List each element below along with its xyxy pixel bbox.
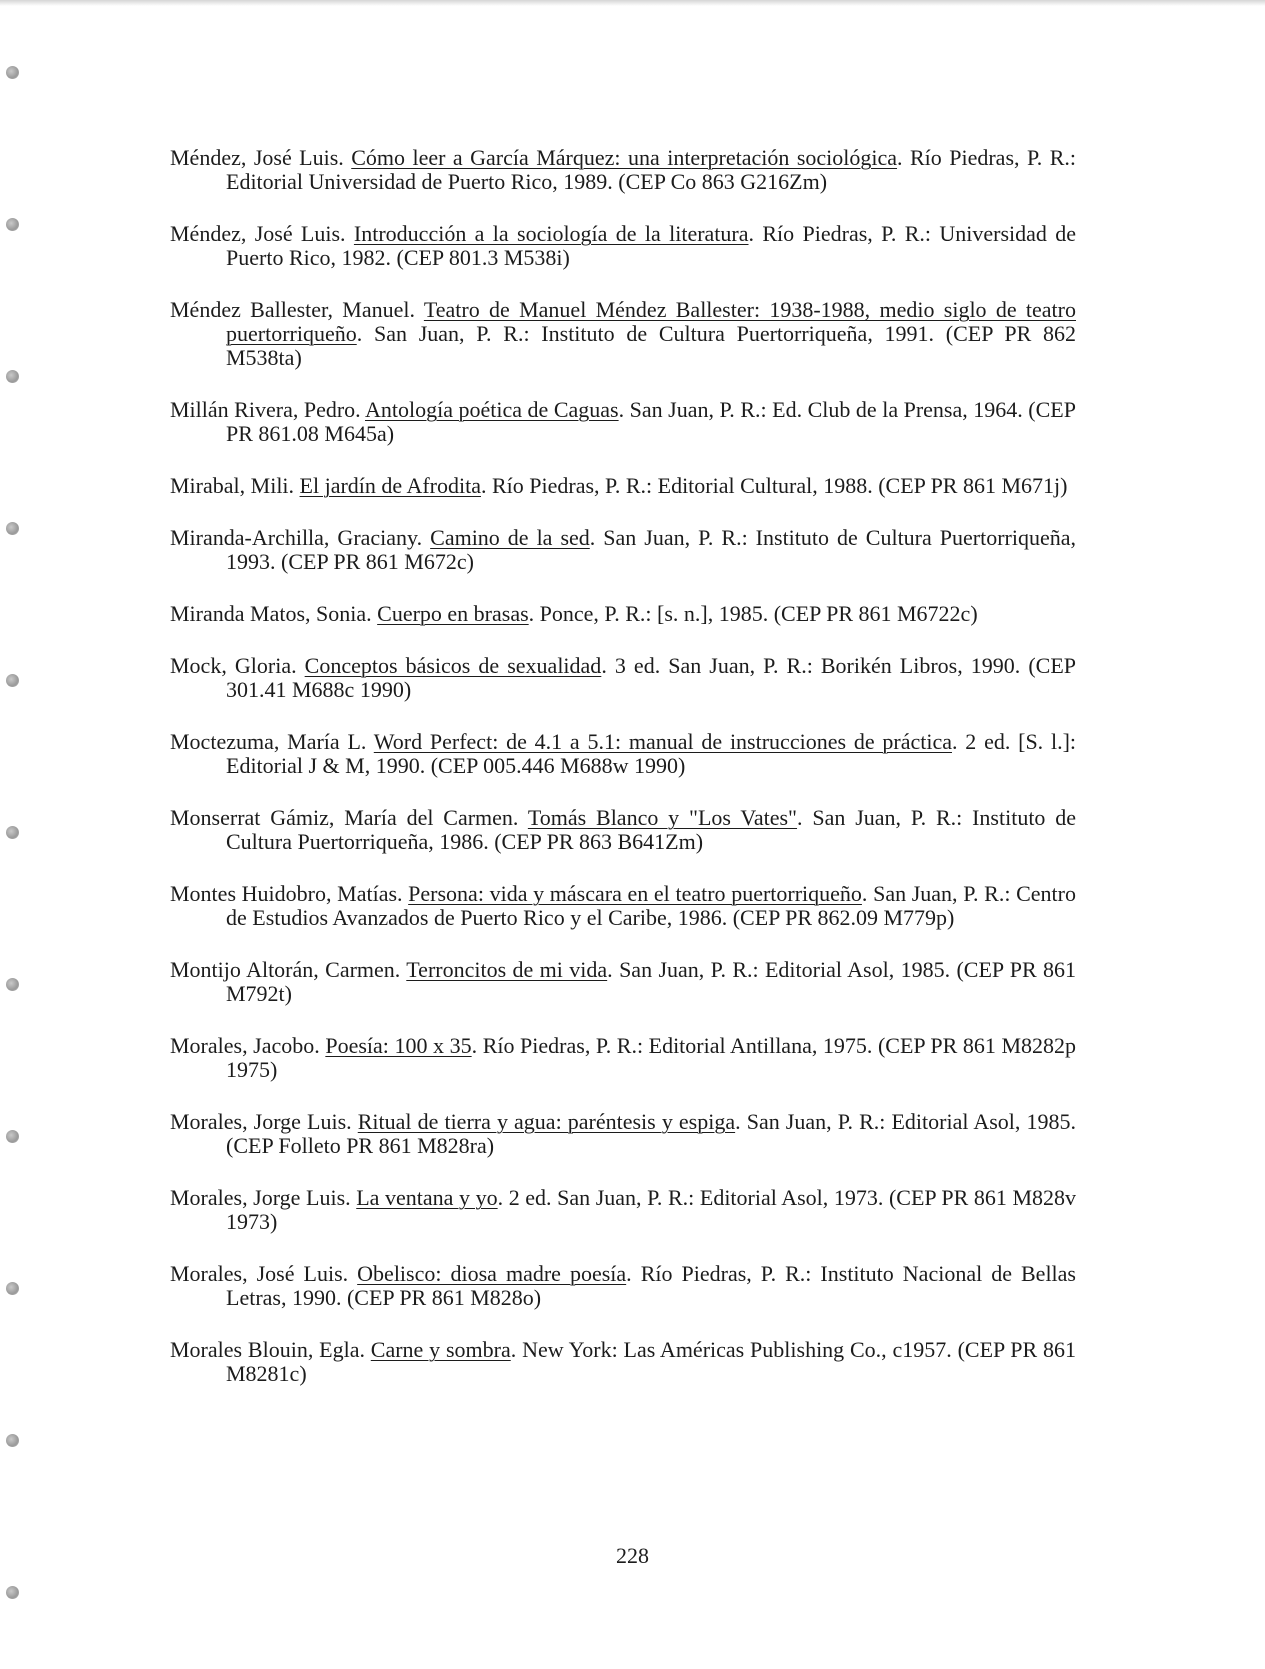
binder-hole-icon (6, 1586, 19, 1599)
entry-author: Morales, Jorge Luis. (170, 1185, 351, 1210)
binder-hole-icon (6, 522, 19, 535)
entry-details: San Juan, P. R.: Editorial Asol, 1985. (CEP PR 861 M792t) (226, 957, 1076, 1006)
bibliography-entry: Morales Blouin, Egla. Carne y sombra. New York: Las Américas Publishing Co., c1957. (CEP PR 861 M8281c) (170, 1337, 1077, 1386)
binder-hole-icon (6, 674, 19, 687)
entry-author: Morales, José Luis. (170, 1261, 349, 1286)
bibliography-entry: Morales, José Luis. Obelisco: diosa madre poesía. Río Piedras, P. R.: Instituto Nacional de Bellas Letras, 1990. (CEP PR 861 M828o) (170, 1261, 1076, 1310)
bibliography-entry: Montes Huidobro, Matías. Persona: vida y máscara en el teatro puertorriqueño. San Juan, P. R.: Centro de Estudios Avanzados de Puerto Rico y el Caribe, 1986. (CEP PR 862.09 M779p) (170, 881, 1076, 930)
entry-author: Mirabal, Mili. (170, 473, 295, 498)
entry-author: Miranda Matos, Sonia. (170, 601, 372, 626)
entry-details: San Juan, P. R.: Editorial Asol, 1985. (CEP Folleto PR 861 M828ra) (226, 1109, 1076, 1158)
entry-title: Cómo leer a García Márquez: una interpretación sociológica (351, 145, 898, 170)
entry-details: San Juan, P. R.: Centro de Estudios Avanzados de Puerto Rico y el Caribe, 1986. (CEP PR 862.09 M779p) (226, 881, 1076, 930)
entry-title: Terroncitos de mi vida (406, 957, 608, 982)
entry-title: Word Perfect: de 4.1 a 5.1: manual de instrucciones de práctica (373, 729, 952, 754)
entry-title: Obelisco: diosa madre poesía (357, 1261, 627, 1286)
entry-details: 3 ed. San Juan, P. R.: Borikén Libros, 1990. (CEP 301.41 M688c 1990) (226, 653, 1077, 702)
entry-details: Río Piedras, P. R.: Editorial Cultural, 1988. (CEP PR 861 M671j) (492, 473, 1068, 498)
bibliography-entry: Morales, Jorge Luis. Ritual de tierra y agua: paréntesis y espiga. San Juan, P. R.: Editorial Asol, 1985. (CEP Folleto PR 861 M828ra) (170, 1109, 1076, 1158)
entry-title: La ventana y yo (356, 1185, 498, 1210)
page-number: 228 (616, 1543, 649, 1568)
entry-title: Ritual de tierra y agua: paréntesis y espiga (357, 1109, 736, 1134)
entry-author: Montes Huidobro, Matías. (170, 881, 403, 906)
entry-title: El jardín de Afrodita (299, 473, 481, 498)
bibliography-entry: Moctezuma, María L. Word Perfect: de 4.1 a 5.1: manual de instrucciones de práctica. 2 ed. [S. l.]: Editorial J & M, 1990. (CEP 005.446 M688w 1990) (170, 729, 1077, 778)
entry-author: Montijo Altorán, Carmen. (170, 957, 401, 982)
entry-title: Cuerpo en brasas (377, 601, 529, 626)
bibliography-entry: Millán Rivera, Pedro. Antología poética de Caguas. San Juan, P. R.: Ed. Club de la Prensa, 1964. (CEP PR 861.08 M645a) (170, 397, 1076, 446)
entry-author: Méndez, José Luis. (170, 145, 344, 170)
entry-details: 2 ed. [S. l.]: Editorial J & M, 1990. (CEP 005.446 M688w 1990) (226, 729, 1077, 778)
binder-hole-icon (6, 978, 19, 991)
entry-details: San Juan, P. R.: Instituto de Cultura Puertorriqueña, 1993. (CEP PR 861 M672c) (226, 525, 1077, 574)
entry-details: San Juan, P. R.: Instituto de Cultura Puertorriqueña, 1986. (CEP PR 863 B641Zm) (226, 805, 1077, 854)
bibliography-list (170, 146, 1076, 1414)
bibliography-entry: Méndez, José Luis. Introducción a la sociología de la literatura. Río Piedras, P. R.: Universidad de Puerto Rico, 1982. (CEP 801.3 M538i) (170, 221, 1077, 270)
entry-author: Mock, Gloria. (170, 653, 297, 678)
binder-hole-icon (6, 1282, 19, 1295)
entry-title: Camino de la sed (430, 525, 590, 550)
binder-hole-icon (6, 218, 19, 231)
bibliography-entry: Morales, Jacobo. Poesía: 100 x 35. Río Piedras, P. R.: Editorial Antillana, 1975. (CEP PR 861 M8282p 1975) (170, 1033, 1077, 1082)
bibliography-entry: Morales, Jorge Luis. La ventana y yo. 2 ed. San Juan, P. R.: Editorial Asol, 1973. (CEP PR 861 M828v 1973) (170, 1185, 1077, 1234)
entry-author: Miranda-Archilla, Graciany. (170, 525, 423, 550)
entry-author: Millán Rivera, Pedro. (170, 397, 361, 422)
binder-hole-icon (6, 370, 19, 383)
entry-author: Monserrat Gámiz, María del Carmen. (170, 805, 519, 830)
binder-hole-icon (6, 1434, 19, 1447)
entry-author: Méndez, José Luis. (170, 221, 346, 246)
entry-title: Introducción a la sociología de la literatura (353, 221, 749, 246)
entry-title: Tomás Blanco y "Los Vates" (527, 805, 798, 830)
entry-details: San Juan, P. R.: Ed. Club de la Prensa, 1964. (CEP PR 861.08 M645a) (226, 397, 1076, 446)
binder-hole-icon (6, 1130, 19, 1143)
binder-hole-icon (6, 826, 19, 839)
entry-details: Río Piedras, P. R.: Universidad de Puerto Rico, 1982. (CEP 801.3 M538i) (226, 221, 1077, 270)
bibliography-entry: Monserrat Gámiz, María del Carmen. Tomás Blanco y "Los Vates". San Juan, P. R.: Instituto de Cultura Puertorriqueña, 1986. (CEP PR 863 B641Zm) (170, 805, 1077, 854)
entry-title: Antología poética de Caguas (365, 397, 619, 422)
binder-hole-icon (6, 66, 19, 79)
bibliography-entry: Montijo Altorán, Carmen. Terroncitos de mi vida. San Juan, P. R.: Editorial Asol, 1985. (CEP PR 861 M792t) (170, 957, 1076, 1006)
entry-details: Río Piedras, P. R.: Editorial Universidad de Puerto Rico, 1989. (CEP Co 863 G216Zm) (226, 145, 1077, 194)
entry-details: San Juan, P. R.: Instituto de Cultura Puertorriqueña, 1991. (CEP PR 862 M538ta) (226, 321, 1077, 370)
bibliography-entry: Mock, Gloria. Conceptos básicos de sexualidad. 3 ed. San Juan, P. R.: Borikén Libros, 1990. (CEP 301.41 M688c 1990) (170, 653, 1077, 702)
entry-details: Río Piedras, P. R.: Editorial Antillana, 1975. (CEP PR 861 M8282p 1975) (226, 1033, 1077, 1082)
entry-title: Poesía: 100 x 35 (325, 1033, 472, 1058)
entry-author: Morales Blouin, Egla. (170, 1337, 365, 1362)
entry-details: Río Piedras, P. R.: Instituto Nacional de Bellas Letras, 1990. (CEP PR 861 M828o) (226, 1261, 1076, 1310)
entry-details: New York: Las Américas Publishing Co., c1957. (CEP PR 861 M8281c) (226, 1337, 1077, 1386)
bibliography-entry: Miranda-Archilla, Graciany. Camino de la sed. San Juan, P. R.: Instituto de Cultura Puertorriqueña, 1993. (CEP PR 861 M672c) (170, 525, 1077, 574)
bibliography-entry: Méndez Ballester, Manuel. Teatro de Manuel Méndez Ballester: 1938-1988, medio siglo de teatro puertorriqueño. San Juan, P. R.: Instituto de Cultura Puertorriqueña, 1991. (CEP PR 862 M538ta) (170, 297, 1077, 370)
bibliography-entry: Mirabal, Mili. El jardín de Afrodita. Río Piedras, P. R.: Editorial Cultural, 1988. (CEP PR 861 M671j) (170, 473, 1068, 498)
entry-author: Moctezuma, María L. (170, 729, 367, 754)
entry-author: Morales, Jorge Luis. (170, 1109, 352, 1134)
entry-title: Carne y sombra (370, 1337, 511, 1362)
bibliography-entry: Méndez, José Luis. Cómo leer a García Márquez: una interpretación sociológica. Río Piedras, P. R.: Editorial Universidad de Puerto Rico, 1989. (CEP Co 863 G216Zm) (170, 145, 1077, 194)
page-top-edge (0, 0, 1265, 6)
entry-details: Ponce, P. R.: [s. n.], 1985. (CEP PR 861 M6722c) (539, 601, 978, 626)
entry-title: Teatro de Manuel Méndez Ballester: 1938-1988, medio siglo de teatro puertorriqueño (226, 297, 1076, 346)
entry-details: 2 ed. San Juan, P. R.: Editorial Asol, 1973. (CEP PR 861 M828v 1973) (226, 1185, 1077, 1234)
entry-title: Conceptos básicos de sexualidad (304, 653, 602, 678)
bibliography-entry: Miranda Matos, Sonia. Cuerpo en brasas. Ponce, P. R.: [s. n.], 1985. (CEP PR 861 M6722c) (170, 601, 978, 626)
entry-title: Persona: vida y máscara en el teatro puertorriqueño (408, 881, 862, 906)
entry-author: Méndez Ballester, Manuel. (170, 297, 415, 322)
entry-author: Morales, Jacobo. (170, 1033, 320, 1058)
